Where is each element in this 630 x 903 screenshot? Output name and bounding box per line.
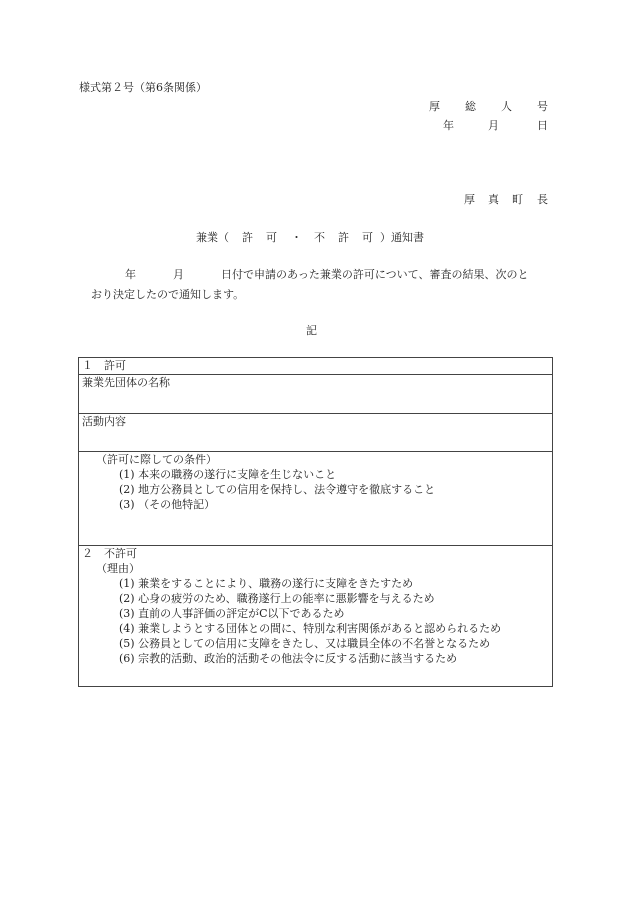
activity-label: 活動内容: [82, 415, 126, 428]
permit-header: １ 許可: [82, 359, 126, 372]
title-part: 許: [242, 231, 253, 244]
reason-item: (2) 心身の疲労のため、職務遂行上の能率に悪影響を与えるため: [119, 592, 435, 605]
body-year: 年: [125, 268, 136, 281]
issuer-part: 真: [488, 193, 499, 206]
conditions-header: （許可に際しての条件）: [96, 453, 217, 466]
org-name-cell: [79, 375, 553, 414]
title-part: 許: [338, 231, 349, 244]
title-part: 可: [266, 231, 277, 244]
reason-item: (6) 宗教的活動、政治的活動その他法令に反する活動に該当するため: [119, 652, 458, 665]
title-part: 可: [362, 231, 373, 244]
deny-cell: [79, 546, 553, 687]
issuer-part: 長: [537, 193, 548, 206]
condition-item: (3) （その他特記）: [119, 498, 216, 511]
issuer-part: 町: [512, 193, 523, 206]
title-part: ）通知書: [380, 231, 424, 244]
title-part: 不: [314, 231, 325, 244]
decision-table: [78, 357, 553, 687]
form-label: 様式第２号（第6条関係）: [79, 81, 207, 94]
title-part: 兼業（: [196, 231, 229, 244]
doc-number-part: 総: [465, 100, 476, 113]
reason-item: (1) 兼業をすることにより、職務の遂行に支障をきたすため: [119, 577, 414, 590]
deny-header: ２ 不許可: [82, 547, 137, 560]
permit-header-cell: [79, 358, 553, 375]
condition-item: (1) 本来の職務の遂行に支障を生じないこと: [119, 468, 337, 481]
activity-cell: [79, 414, 553, 452]
doc-number-part: 人: [501, 100, 512, 113]
date-part: 月: [488, 119, 499, 132]
issuer-part: 厚: [464, 193, 475, 206]
ki-heading: 記: [306, 324, 317, 337]
body-month: 月: [173, 268, 184, 281]
doc-number-part: 厚: [429, 100, 440, 113]
org-name-label: 兼業先団体の名称: [82, 376, 170, 389]
doc-number-part: 号: [537, 100, 548, 113]
condition-item: (2) 地方公務員としての信用を保持し、法令遵守を徹底すること: [119, 483, 436, 496]
body-text-line2: おり決定したので通知します。: [91, 288, 245, 301]
reason-item: (3) 直前の人事評価の評定がC以下であるため: [119, 607, 345, 620]
conditions-cell: [79, 452, 553, 546]
reason-header: （理由）: [96, 562, 140, 575]
date-part: 日: [537, 119, 548, 132]
reason-item: (4) 兼業しようとする団体との間に、特別な利害関係があると認められるため: [119, 622, 502, 635]
reason-item: (5) 公務員としての信用に支障をきたし、又は職員全体の不名誉となるため: [119, 637, 491, 650]
title-part: ・: [291, 231, 302, 244]
date-part: 年: [443, 119, 454, 132]
body-text-line1: 日付で申請のあった兼業の許可について、審査の結果、次のと: [221, 268, 529, 281]
